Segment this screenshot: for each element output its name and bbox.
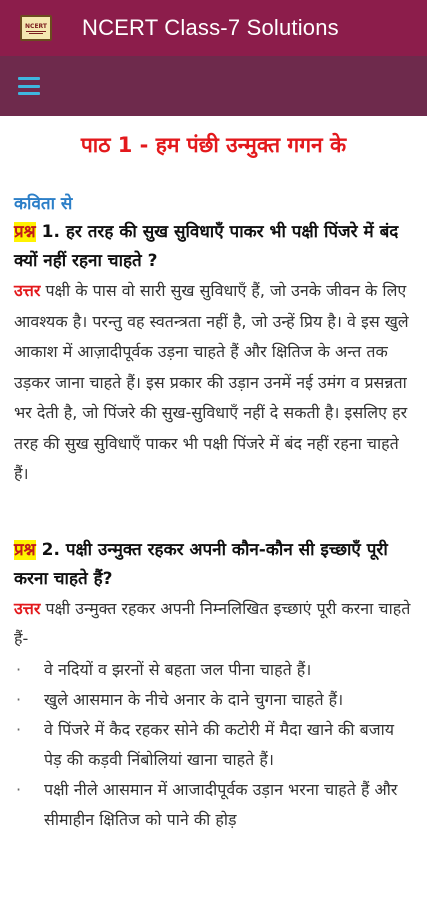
answer-1 — [14, 276, 413, 490]
hamburger-menu-icon[interactable] — [18, 77, 40, 95]
app-bar — [0, 0, 427, 56]
bullet-icon: · — [16, 689, 22, 709]
lesson-title: पाठ 1 - हम पंछी उन्मुक्त गगन के — [80, 133, 347, 157]
list-item: · वे पिंजरे में कैद रहकर सोने की कटोरी में मैदा खाने की बजाय पेड़ की कड़वी निंबोलियां खाना चाहते हैं। — [14, 715, 413, 775]
bullet-icon: · — [16, 659, 22, 679]
answer-label: उत्तर — [14, 281, 41, 300]
app-logo — [20, 15, 52, 41]
answer-2 — [14, 594, 413, 655]
section-heading: कविता से — [14, 194, 73, 214]
question-text: 1. हर तरह की सुख सुविधाएँ पाकर भी पक्षी पिंजरे में बंद क्यों नहीं रहना चाहते ? — [14, 222, 399, 271]
question-label: प्रश्न — [14, 222, 36, 242]
bullet-icon: · — [16, 719, 22, 739]
question-1 — [14, 218, 413, 276]
question-label: प्रश्न — [14, 539, 36, 560]
answer-text: पक्षी के पास वो सारी सुख सुविधाएँ हैं, जो उनके जीवन के लिए आवश्यक है। परन्तु वह स्वतन्त्रता नहीं है, जो उन्हें प्रिय है। वे इस खुले आकाश में आज़ादीपूर्वक उड़ना चाहते हैं और क्षितिज के अन्त तक उड़कर जाना चाहते हैं। इस प्रकार की उड़ान उनमें नई उमंग व प्रसन्नता भर देती है, जो पिंजरे की सुख-सुविधाएँ नहीं दे सकती है। इसलिए हर तरह की सुख सुविधाएँ पाकर भी पक्षी पिंजरे में बंद नहीं रहना चाहते हैं। — [14, 281, 409, 483]
answer-text: पक्षी उन्मुक्त रहकर अपनी निम्नलिखित इच्छाएं पूरी करना चाहते हैं- — [14, 598, 411, 648]
bullet-icon: · — [16, 779, 22, 799]
list-item: · पक्षी नीले आसमान में आजादीपूर्वक उड़ान भरना चाहते हैं और सीमाहीन क्षितिज को पाने की होड़ — [14, 775, 413, 835]
list-item: · खुले आसमान के नीचे अनार के दाने चुगना चाहते हैं। — [14, 685, 413, 715]
question-2 — [14, 536, 413, 594]
list-item: · वे नदियों व झरनों से बहता जल पीना चाहते हैं। — [14, 655, 413, 685]
question-text: 2. पक्षी उन्मुक्त रहकर अपनी कौन-कौन सी इच्छाएँ पूरी करना चाहते हैं? — [14, 539, 388, 589]
app-title: NCERT Class-7 Solutions — [82, 15, 339, 40]
answer-label: उत्तर — [14, 598, 41, 618]
toolbar — [0, 56, 427, 116]
main-content — [0, 130, 427, 835]
answer-2-list — [14, 655, 413, 835]
app-logo-text: NCERT — [25, 22, 47, 30]
